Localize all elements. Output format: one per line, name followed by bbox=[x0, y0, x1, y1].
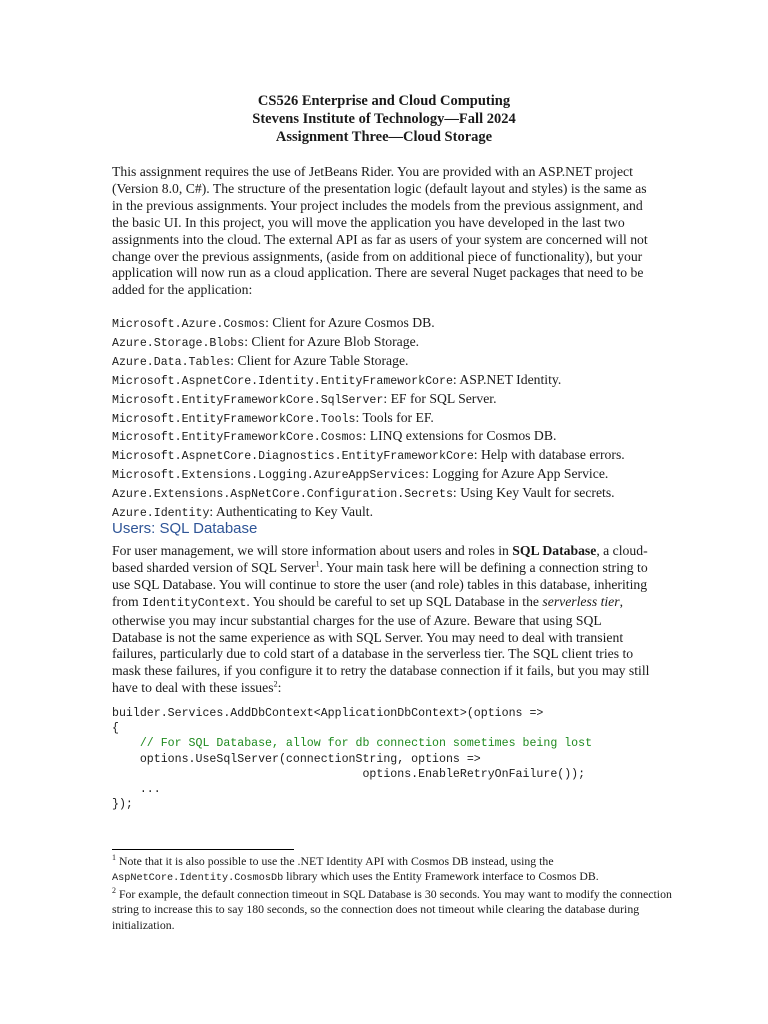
package-name: Microsoft.EntityFrameworkCore.Cosmos bbox=[112, 431, 363, 445]
para-text: . You should be careful to set up SQL Database in the bbox=[246, 593, 543, 609]
package-name: Microsoft.Extensions.Logging.AzureAppServices bbox=[112, 469, 426, 483]
code-line: builder.Services.AddDbContext<ApplicationDbContext>(options => bbox=[112, 707, 544, 720]
package-name: Azure.Identity bbox=[112, 507, 210, 521]
footnote-2 bbox=[112, 887, 672, 933]
code-line: options.UseSqlServer(connectionString, options => bbox=[112, 752, 481, 766]
para-text: : bbox=[277, 680, 282, 696]
package-item bbox=[112, 466, 672, 485]
para-text: . Your main task here will be defining a connection string to use SQL Database. You will continue to store the user (and role) tables in this database, inheriting from bbox=[112, 559, 648, 609]
package-item bbox=[112, 353, 672, 372]
package-item bbox=[112, 315, 672, 334]
package-desc: : LINQ extensions for Cosmos DB. bbox=[362, 428, 557, 444]
package-item bbox=[112, 428, 672, 447]
para-text: , otherwise you may incur substantial charges for the use of Azure. Beware that using SQL Database is not the same experience as with SQL Server. You may need to deal with transient failures, particularly due to cold start of a database in the serverless tier. The SQL client tries to mask these failures, if you configure it to retry the database connection if it fails, but you may still have to deal with these issues bbox=[112, 593, 650, 696]
footnote-text: library which uses the Entity Framework interface to Cosmos DB. bbox=[283, 869, 599, 884]
code-block bbox=[112, 706, 592, 812]
sql-database-paragraph bbox=[112, 543, 652, 697]
package-desc: : Client for Azure Blob Storage. bbox=[244, 333, 420, 349]
para-text: , a cloud-based sharded version of SQL Server bbox=[112, 543, 648, 575]
package-name: Microsoft.AspnetCore.Identity.EntityFrameworkCore bbox=[112, 374, 453, 388]
package-name: Microsoft.Azure.Cosmos bbox=[112, 318, 266, 331]
package-item bbox=[112, 391, 672, 410]
package-name: Azure.Storage.Blobs bbox=[112, 336, 245, 350]
package-name: Microsoft.EntityFrameworkCore.SqlServer bbox=[112, 393, 384, 407]
package-name: Azure.Data.Tables bbox=[112, 355, 231, 369]
footnote-divider bbox=[112, 849, 294, 850]
package-name: Azure.Extensions.AspNetCore.Configuration.Secrets bbox=[112, 488, 453, 502]
package-name: Microsoft.EntityFrameworkCore.Tools bbox=[112, 412, 356, 426]
package-item bbox=[112, 372, 672, 391]
institution-title: Stevens Institute of Technology—Fall 2024 bbox=[252, 111, 516, 127]
package-item bbox=[112, 334, 672, 353]
footnotes bbox=[112, 854, 672, 933]
package-item bbox=[112, 485, 672, 504]
footnote-mark: 2 bbox=[112, 885, 116, 895]
package-desc: : Help with database errors. bbox=[473, 447, 625, 463]
footnote-ref-1[interactable]: 1 bbox=[315, 559, 320, 569]
assignment-title: Assignment Three—Cloud Storage bbox=[275, 129, 493, 145]
footnote-ref-2[interactable]: 2 bbox=[273, 679, 278, 689]
code-line: ... bbox=[112, 783, 161, 797]
package-name: Microsoft.AspnetCore.Diagnostics.EntityFrameworkCore bbox=[112, 450, 474, 464]
sql-database-term: SQL Database bbox=[512, 543, 597, 558]
package-desc: : Tools for EF. bbox=[355, 409, 434, 425]
package-desc: : Client for Azure Table Storage. bbox=[230, 352, 409, 368]
package-desc: : EF for SQL Server. bbox=[383, 390, 497, 406]
footnote-text: Note that it is also possible to use the .NET Identity API with Cosmos DB instead, using the bbox=[116, 854, 554, 868]
section-heading: Users: SQL Database bbox=[112, 520, 258, 537]
package-item bbox=[112, 447, 672, 466]
footnote-mark: 1 bbox=[112, 853, 116, 863]
title-block bbox=[0, 92, 768, 146]
course-title: CS526 Enterprise and Cloud Computing bbox=[257, 93, 511, 109]
code-line: }); bbox=[112, 798, 133, 812]
package-desc: : Logging for Azure App Service. bbox=[425, 466, 609, 482]
footnote-1 bbox=[112, 854, 672, 887]
footnote-text: For example, the default connection timeout in SQL Database is 30 seconds. You may want to modify the connection string to increase this to say 180 seconds, so the connection does not timeout while clearing the database during initialization. bbox=[112, 886, 672, 932]
para-text: For user management, we will store information about users and roles in bbox=[112, 543, 513, 558]
package-desc: : Authenticating to Key Vault. bbox=[209, 504, 373, 520]
serverless-tier-term: serverless tier bbox=[542, 593, 620, 609]
intro-paragraph: This assignment requires the use of JetBeans Rider. You are provided with an ASP.NET project (Version 8.0, C#). The structure of the presentation logic (default layout and styles) is the same as in the previous assignments. Your project includes the models from the previous assignment, and the basic UI. In this project, you will move the application you have developed in the last two assignments into the cloud. The external API as far as users of your system are concerned will not change over the previous assignments, (aside from on additional piece of functionality), but your application will now run as a cloud application. There are several Nuget packages that need to be added for the application: bbox=[112, 164, 648, 298]
code-comment: // For SQL Database, allow for db connection sometimes being lost bbox=[112, 737, 593, 751]
footnote-code: AspNetCore.Identity.CosmosDb bbox=[112, 873, 284, 885]
package-item bbox=[112, 410, 672, 429]
package-desc: : Using Key Vault for secrets. bbox=[452, 485, 615, 501]
code-line: options.EnableRetryOnFailure()); bbox=[112, 767, 586, 781]
code-line: { bbox=[112, 722, 119, 736]
package-desc: : ASP.NET Identity. bbox=[452, 371, 562, 387]
identity-context-code: IdentityContext bbox=[142, 596, 247, 610]
package-list bbox=[112, 315, 672, 523]
package-desc: : Client for Azure Cosmos DB. bbox=[265, 315, 435, 330]
